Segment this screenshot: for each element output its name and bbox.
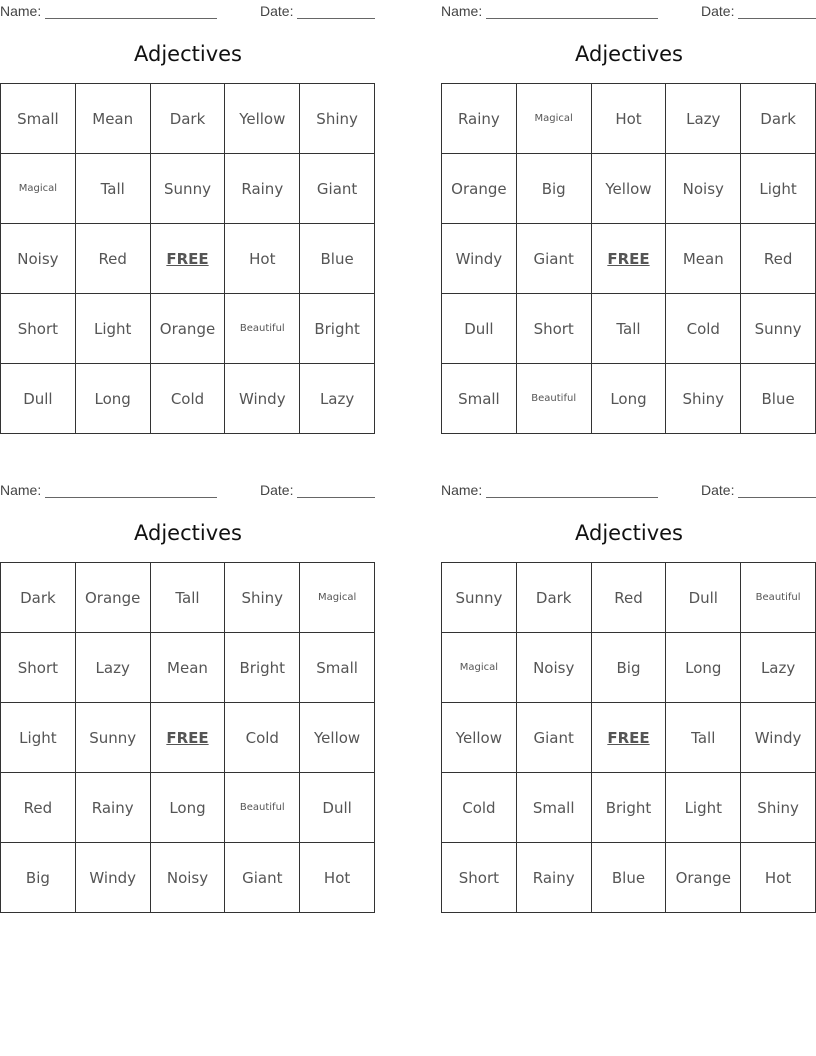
bingo-cell: Dark [517, 563, 592, 633]
card-title: Adjectives [575, 521, 683, 545]
free-space-cell: FREE [592, 703, 667, 773]
bingo-cell: Orange [442, 154, 517, 224]
bingo-cell: Magical [442, 633, 517, 703]
bingo-cell: Long [151, 773, 226, 843]
bingo-cell: Beautiful [225, 773, 300, 843]
date-label: Date: [260, 3, 294, 19]
bingo-cell: Rainy [76, 773, 151, 843]
card-title: Adjectives [134, 42, 242, 66]
card-header [441, 1, 816, 19]
bingo-cell: Mean [666, 224, 741, 294]
name-blank-line [45, 4, 217, 19]
free-space-cell: FREE [151, 703, 226, 773]
bingo-cell: Yellow [592, 154, 667, 224]
card-header [0, 480, 376, 498]
bingo-cell: Hot [592, 84, 667, 154]
bingo-grid [0, 83, 375, 434]
bingo-cell: Lazy [741, 633, 816, 703]
date-field [701, 482, 816, 498]
bingo-cell: Yellow [225, 84, 300, 154]
bingo-cell: Bright [225, 633, 300, 703]
bingo-cell: Light [666, 773, 741, 843]
name-label: Name: [0, 3, 42, 19]
bingo-cell: Red [1, 773, 76, 843]
bingo-cell: Hot [225, 224, 300, 294]
bingo-cell: Long [76, 364, 151, 434]
bingo-cell: Long [666, 633, 741, 703]
bingo-cell: Mean [151, 633, 226, 703]
date-blank-line [738, 4, 816, 19]
bingo-cell: Mean [76, 84, 151, 154]
date-field [260, 482, 375, 498]
bingo-cell: Cold [225, 703, 300, 773]
bingo-cell: Shiny [300, 84, 375, 154]
bingo-cell: Orange [151, 294, 226, 364]
bingo-cell: Orange [666, 843, 741, 913]
bingo-cell: Tall [151, 563, 226, 633]
date-field [260, 3, 375, 19]
bingo-cell: Beautiful [517, 364, 592, 434]
bingo-cell: Giant [225, 843, 300, 913]
bingo-cell: Dark [1, 563, 76, 633]
bingo-cell: Bright [300, 294, 375, 364]
bingo-cell: Magical [517, 84, 592, 154]
bingo-cell: Noisy [666, 154, 741, 224]
date-label: Date: [701, 482, 735, 498]
free-space-cell: FREE [151, 224, 226, 294]
bingo-cell: Bright [592, 773, 667, 843]
bingo-cell: Sunny [741, 294, 816, 364]
date-blank-line [738, 483, 816, 498]
bingo-cell: Small [300, 633, 375, 703]
bingo-cell: Shiny [225, 563, 300, 633]
name-label: Name: [441, 482, 483, 498]
bingo-cell: Light [741, 154, 816, 224]
bingo-cell: Rainy [517, 843, 592, 913]
bingo-cell: Blue [300, 224, 375, 294]
bingo-cell: Tall [592, 294, 667, 364]
bingo-cell: Small [1, 84, 76, 154]
free-space-cell: FREE [592, 224, 667, 294]
name-field [0, 3, 217, 19]
bingo-cell: Yellow [300, 703, 375, 773]
bingo-cell: Red [76, 224, 151, 294]
bingo-cell: Dull [300, 773, 375, 843]
bingo-card [0, 479, 376, 919]
bingo-cell: Big [592, 633, 667, 703]
bingo-cell: Short [1, 633, 76, 703]
bingo-cell: Orange [76, 563, 151, 633]
bingo-cell: Windy [741, 703, 816, 773]
bingo-cell: Cold [442, 773, 517, 843]
bingo-cell: Hot [741, 843, 816, 913]
date-label: Date: [701, 3, 735, 19]
bingo-cell: Noisy [1, 224, 76, 294]
bingo-cell: Rainy [225, 154, 300, 224]
bingo-cell: Magical [1, 154, 76, 224]
bingo-cell: Shiny [741, 773, 816, 843]
bingo-cell: Dull [442, 294, 517, 364]
card-title: Adjectives [575, 42, 683, 66]
name-blank-line [486, 483, 658, 498]
bingo-cell: Blue [741, 364, 816, 434]
bingo-cell: Small [517, 773, 592, 843]
bingo-cell: Lazy [76, 633, 151, 703]
name-label: Name: [441, 3, 483, 19]
bingo-cell: Dull [666, 563, 741, 633]
bingo-card [0, 0, 376, 440]
bingo-cell: Short [1, 294, 76, 364]
bingo-cell: Beautiful [225, 294, 300, 364]
name-label: Name: [0, 482, 42, 498]
bingo-cell: Windy [225, 364, 300, 434]
bingo-cell: Tall [76, 154, 151, 224]
bingo-cell: Hot [300, 843, 375, 913]
date-label: Date: [260, 482, 294, 498]
bingo-cell: Lazy [300, 364, 375, 434]
bingo-cell: Giant [517, 224, 592, 294]
bingo-cell: Sunny [442, 563, 517, 633]
bingo-cell: Red [741, 224, 816, 294]
bingo-cell: Noisy [517, 633, 592, 703]
bingo-cell: Light [1, 703, 76, 773]
bingo-cell: Cold [666, 294, 741, 364]
bingo-cell: Noisy [151, 843, 226, 913]
bingo-card [441, 479, 816, 919]
bingo-cell: Yellow [442, 703, 517, 773]
bingo-cell: Short [517, 294, 592, 364]
bingo-card [441, 0, 816, 440]
bingo-cell: Rainy [442, 84, 517, 154]
bingo-cell: Windy [442, 224, 517, 294]
bingo-grid [0, 562, 375, 913]
bingo-cell: Giant [517, 703, 592, 773]
bingo-cell: Dull [1, 364, 76, 434]
bingo-cell: Big [1, 843, 76, 913]
card-header [0, 1, 376, 19]
bingo-cell: Lazy [666, 84, 741, 154]
bingo-grid [441, 83, 816, 434]
bingo-cell: Small [442, 364, 517, 434]
date-blank-line [297, 4, 375, 19]
bingo-cell: Sunny [76, 703, 151, 773]
bingo-cell: Cold [151, 364, 226, 434]
bingo-cell: Sunny [151, 154, 226, 224]
name-blank-line [45, 483, 217, 498]
bingo-cell: Windy [76, 843, 151, 913]
card-title: Adjectives [134, 521, 242, 545]
bingo-cell: Red [592, 563, 667, 633]
bingo-grid [441, 562, 816, 913]
bingo-cell: Short [442, 843, 517, 913]
bingo-cell: Shiny [666, 364, 741, 434]
bingo-cell: Giant [300, 154, 375, 224]
name-field [441, 3, 658, 19]
bingo-cell: Light [76, 294, 151, 364]
name-field [441, 482, 658, 498]
bingo-cell: Tall [666, 703, 741, 773]
name-blank-line [486, 4, 658, 19]
date-field [701, 3, 816, 19]
name-field [0, 482, 217, 498]
bingo-cell: Long [592, 364, 667, 434]
bingo-cell: Dark [741, 84, 816, 154]
date-blank-line [297, 483, 375, 498]
bingo-cell: Magical [300, 563, 375, 633]
bingo-cell: Blue [592, 843, 667, 913]
bingo-cell: Dark [151, 84, 226, 154]
bingo-cell: Beautiful [741, 563, 816, 633]
card-header [441, 480, 816, 498]
bingo-cell: Big [517, 154, 592, 224]
